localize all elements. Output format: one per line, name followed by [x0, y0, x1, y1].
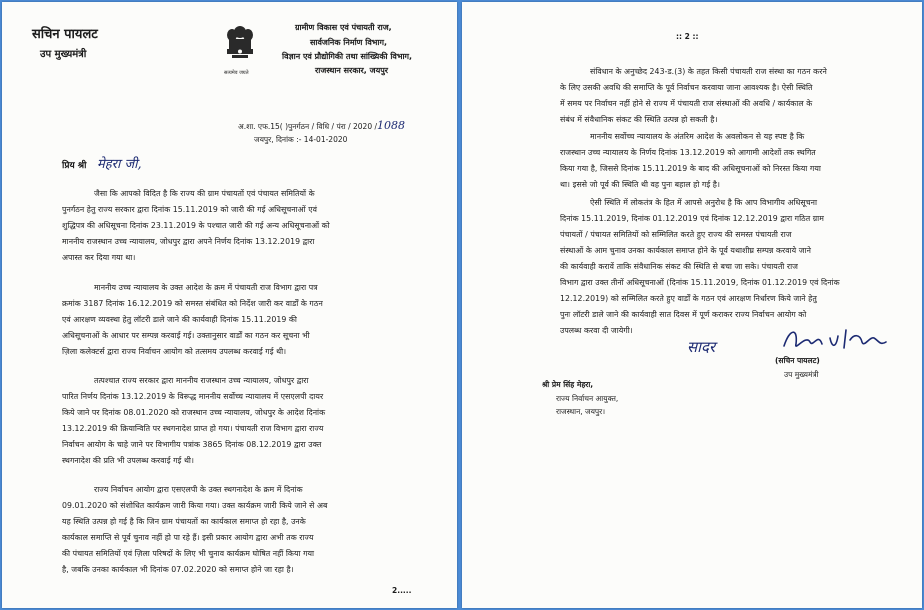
reference-number	[238, 120, 405, 131]
state-emblem-icon	[224, 24, 256, 70]
page-continuation-marker: 2.....	[392, 586, 412, 595]
p2-para1-line4: संबंध में संवैधानिक संकट की स्थिति उत्पन्न हो सकती है।	[560, 115, 718, 124]
author-name: सचिन पायलट	[32, 27, 98, 42]
signature-image	[780, 324, 890, 356]
p1-para4-line6: है, जबकि उनका कार्यकाल भी दिनांक 07.02.2020 को समाप्त होने जा रहा है।	[62, 565, 294, 574]
p1-para4-line3: यह स्थिति उत्पन्न हो गई है कि जिन ग्राम पंचायतों का कार्यकाल समाप्त हो रहा है, उनके	[62, 517, 306, 526]
p2-para2-line3: किया गया है, जिससे दिनांक 15.11.2019 के बाद की अधिसूचनाओं को निरस्त किया गया	[560, 164, 821, 173]
closing-handwritten: सादर	[687, 338, 716, 356]
signatory-title: उप मुख्यमंत्री	[784, 370, 819, 379]
p1-para3-line5: निर्वाचन आयोग के चाहे जाने पर विभागीय पत्रांक 3865 दिनांक 08.12.2019 द्वारा उक्त	[62, 440, 322, 449]
p2-para1-line2: के लिए उसकी अवधि की समाप्ति के पूर्व निर्वाचन करवाया जाना आवश्यक है। ऐसी स्थिति	[560, 83, 813, 92]
salutation-name-handwritten: मेहरा जी,	[97, 157, 142, 172]
letter-page-1	[2, 2, 457, 608]
department-line-1: ग्रामीण विकास एवं पंचायती राज,	[295, 23, 392, 32]
p2-para3-line2: दिनांक 15.11.2019, दिनांक 01.12.2019 एवं दिनांक 12.12.2019 द्वारा गठित ग्राम	[560, 214, 824, 223]
p2-para3-line7: 12.12.2019) को सम्मिलित करते हुए वार्डों के गठन एवं आरक्षण निर्धारण किये जाने हेतु	[560, 294, 817, 303]
p1-para1-line4: माननीय राजस्थान उच्च न्यायालय, जोधपुर द्वारा अपने निर्णय दिनांक 13.12.2019 द्वारा	[62, 237, 315, 246]
p1-para2-line4: अधिसूचनाओं के आधार पर सम्पन्न करवाई गई। उक्तानुसार वार्डों का गठन कर सूचना भी	[62, 331, 310, 340]
place-date: जयपुर, दिनांक :- 14-01-2020	[254, 135, 348, 144]
p1-para2-line2: क्रमांक 3187 दिनांक 16.12.2019 को समस्त संबंधित को निर्देश जारी कर वार्डों के गठन	[62, 299, 323, 308]
p2-para2-line2: राजस्थान उच्च न्यायालय के निर्णय दिनांक 13.12.2019 को आगामी आदेशों तक स्थगित	[560, 148, 816, 157]
p1-para1-line1: जैसा कि आपको विदित है कि राज्य की ग्राम पंचायतों एवं पंचायत समितियों के	[94, 189, 315, 198]
p1-para3-line3: किये जाने पर दिनांक 08.01.2020 को राजस्थान उच्च न्यायालय, जोधपुर के आदेश दिनांक	[62, 408, 326, 417]
p1-para2-line1: माननीय उच्च न्यायालय के उक्त आदेश के क्रम में पंचायती राज विभाग द्वारा पत्र	[94, 283, 318, 292]
p1-para1-line2: पुनर्गठन हेतु राज्य सरकार द्वारा दिनांक 15.11.2019 को जारी की गई अधिसूचनाओं एवं	[62, 205, 317, 214]
p2-para2-line1: माननीय सर्वोच्च न्यायालय के अंतरिम आदेश के अवलोकन से यह स्पष्ट है कि	[590, 132, 805, 141]
p2-para3-line4: संस्थाओं के आम चुनाव उनका कार्यकाल समाप्त होने के पूर्व यथाशीघ्र सम्पन्न करवाये जाने	[560, 246, 811, 255]
letter-page-2	[462, 2, 922, 608]
p2-para3-line1: ऐसी स्थिति में लोकतंत्र के हित में आपसे अनुरोध है कि आप विभागीय अधिसूचना	[590, 198, 818, 207]
p1-para4-line5: की पंचायत समितियों एवं ज़िला परिषदों के लिए भी चुनाव कार्यक्रम घोषित नहीं किया गया	[62, 549, 315, 558]
p1-para2-line5: ज़िला कलेक्टर्स द्वारा राज्य निर्वाचन आयोग को तत्समय उपलब्ध करवाई गई थी।	[62, 347, 287, 356]
signatory-name: (सचिन पायलट)	[775, 356, 820, 365]
p2-para2-line4: था। इससे जो पूर्व की स्थिति थी वह पुनः बहाल हो गई है।	[560, 180, 720, 189]
p1-para4-line2: 09.01.2020 को संशोधित कार्यक्रम जारी किया गया। उक्त कार्यक्रम जारी किये जाने से अब	[62, 501, 328, 510]
author-title: उप मुख्यमंत्री	[40, 49, 87, 60]
p1-para3-line1: तत्पश्चात राज्य सरकार द्वारा माननीय राजस्थान उच्च न्यायालय, जोधपुर द्वारा	[94, 376, 309, 385]
department-line-3: विज्ञान एवं प्रौद्योगिकी तथा सांख्यिकी विभाग,	[282, 52, 413, 61]
p1-para3-line6: स्थगनादेश की प्रति भी उपलब्ध करवाई गई थी।	[62, 456, 195, 465]
reference-handwritten-number: 1088	[377, 119, 406, 132]
addressee-line-2: राज्य निर्वाचन आयुक्त,	[556, 394, 619, 403]
p2-para3-line8: पुनः लॉटरी डाले जाने की कार्यवाही सात दिवस में पूर्ण कराकर राज्य निर्वाचन आयोग को	[560, 310, 807, 319]
p1-para3-line4: 13.12.2019 की क्रियान्विति पर स्थगनादेश प्राप्त हो गया। पंचायती राज विभाग द्वारा राज्य	[62, 424, 324, 433]
reference-prefix: अ.शा. एफ.15( )पुनर्गठन / विधि / पंरा / 2020 /	[238, 122, 378, 131]
emblem-caption: सत्यमेव जयते	[224, 70, 249, 76]
p2-para3-line6: विभाग द्वारा उक्त तीनों अधिसूचनाओं (दिनांक 15.11.2019, दिनांक 01.12.2019 एवं दिनांक	[560, 278, 840, 287]
p1-para4-line1: राज्य निर्वाचन आयोग द्वारा एसएलपी के उक्त स्थगनादेश के क्रम में दिनांक	[94, 485, 303, 494]
p2-para3-line5: की कार्यवाही करावें ताकि संवैधानिक संकट की स्थिति से बचा जा सके। पंचायती राज	[560, 262, 799, 271]
p1-para1-line5: अपास्त कर दिया गया था।	[62, 253, 136, 262]
department-line-2: सार्वजनिक निर्माण विभाग,	[310, 38, 388, 47]
salutation: प्रिय श्री	[62, 161, 87, 171]
page-number: :: 2 ::	[676, 32, 699, 41]
department-line-4: राजस्थान सरकार, जयपुर	[315, 66, 389, 75]
addressee-line-3: राजस्थान, जयपुर।	[556, 407, 606, 416]
p1-para3-line2: पारित निर्णय दिनांक 13.12.2019 के विरूद्ध माननीय सर्वोच्च न्यायालय में एसएलपी दायर	[62, 392, 324, 401]
p2-para3-line3: पंचायतों / पंचायत समितियों को सम्मिलित करते हुए राज्य की समस्त पंचायती राज	[560, 230, 792, 239]
p1-para2-line3: एवं आरक्षण व्यवस्था हेतु लॉटरी डाले जाने की कार्यवाही दिनांक 15.11.2019 की	[62, 315, 297, 324]
p2-para1-line3: में समय पर निर्वाचन नहीं होने से राज्य में पंचायती राज संस्थाओं की अवधि / कार्यकाल के	[560, 99, 813, 108]
p1-para1-line3: शुद्धिपत्र की अधिसूचना दिनांक 23.11.2019 के पश्चात जारी की गई अन्य अधिसूचनाओं को	[62, 221, 330, 230]
p2-para3-line9: उपलब्ध करवा दी जायेगी।	[560, 326, 633, 335]
p2-para1-line1: संविधान के अनुच्छेद 243-ड.(3) के तहत किसी पंचायती राज संस्था का गठन करने	[590, 67, 827, 76]
p1-para4-line4: कार्यकाल समाप्ति से पूर्व चुनाव नहीं हो पा रहे हैं। इसी प्रकार आयोग द्वारा अभी तक राज्य	[62, 533, 314, 542]
addressee-line-1: श्री प्रेम सिंह मेहरा,	[542, 380, 594, 389]
